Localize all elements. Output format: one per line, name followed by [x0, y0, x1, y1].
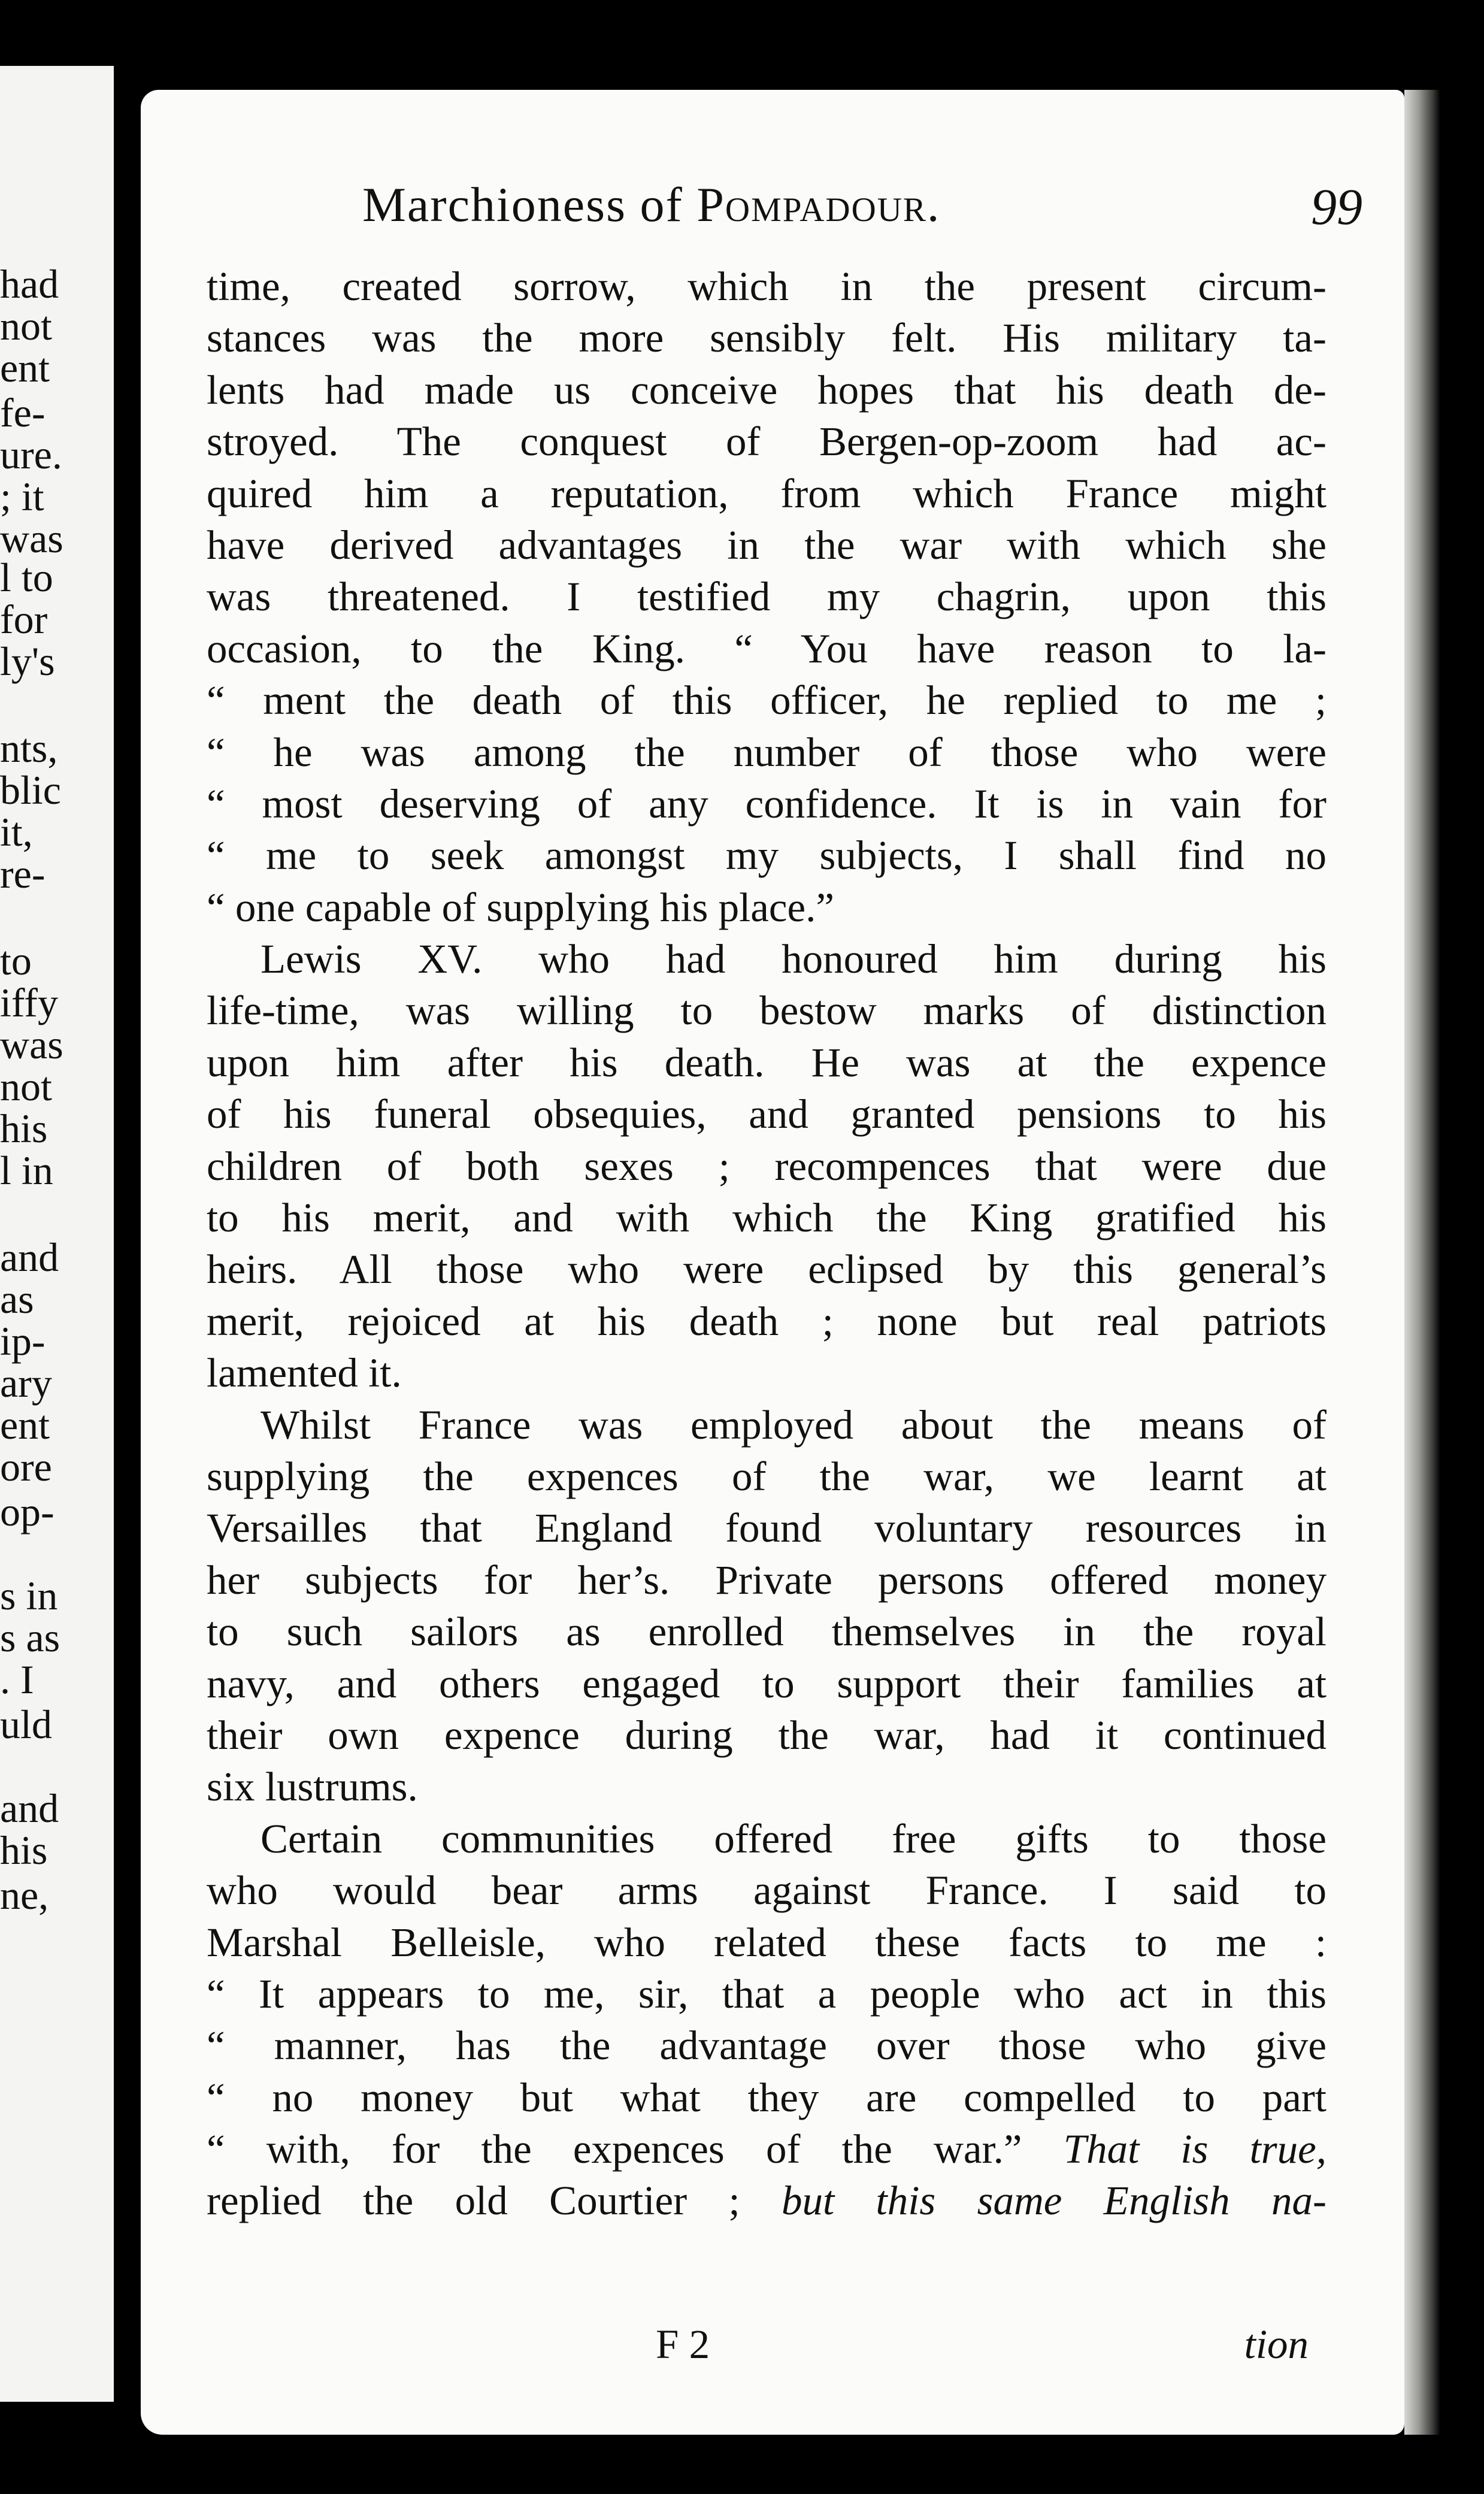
signature-mark: F 2 — [656, 2322, 710, 2367]
book-page — [141, 90, 1404, 2435]
running-head-title: Marchioness of — [362, 177, 697, 232]
facing-page-line: ent — [0, 1402, 50, 1448]
facing-page-line: ent — [0, 345, 50, 391]
facing-page-line: his — [0, 1827, 48, 1873]
facing-page-line: ip- — [0, 1318, 46, 1364]
facing-page-line: for — [0, 597, 48, 642]
text-line: Lewis XV. who had honoured him during his — [261, 936, 1326, 982]
text-line: “ manner, has the advantage over those who give — [207, 2023, 1326, 2069]
text-line — [207, 2175, 1326, 2226]
text-line: Certain communities offered free gifts to those — [261, 1815, 1326, 1862]
text-line: “ no money but what they are compelled to part — [207, 2074, 1326, 2120]
page-footer — [141, 2321, 1404, 2375]
text-line: their own expence during the war, had it continued — [207, 1712, 1326, 1758]
italic-segment: but this same English na- — [782, 2178, 1326, 2224]
text-line: “ most deserving of any confidence. It is in vain for — [207, 780, 1326, 827]
facing-page-line: was — [0, 516, 63, 561]
text-line: upon him after his death. He was at the expence — [207, 1039, 1326, 1085]
facing-page-line: l to — [0, 555, 53, 600]
facing-page-line: iffy — [0, 980, 58, 1025]
text-line: Whilst France was employed about the means of — [261, 1402, 1326, 1448]
facing-page-fragment — [0, 66, 114, 2402]
text-line: Marshal Belleisle, who related these facts to me : — [207, 1919, 1326, 1965]
facing-page-line: ure. — [0, 432, 62, 477]
text-line: time, created sorrow, which in the present circum- — [207, 264, 1326, 309]
facing-page-line: it, — [0, 809, 33, 855]
text-line: “ one capable of supplying his place.” — [207, 884, 835, 930]
facing-page-line: ; it — [0, 474, 44, 519]
facing-page-line: blic — [0, 767, 61, 813]
text-line: lents had made us conceive hopes that his death de- — [207, 367, 1326, 413]
text-line: navy, and others engaged to support their families at — [207, 1660, 1326, 1706]
running-head — [362, 177, 940, 233]
catchword: tion — [1244, 2322, 1309, 2367]
facing-page-line: fe- — [0, 390, 46, 435]
text-line: life-time, was willing to bestow marks of distinction — [207, 988, 1326, 1034]
text-line: quired him a reputation, from which France might — [207, 470, 1326, 516]
text-line: “ me to seek amongst my subjects, I shall find no — [207, 833, 1326, 879]
text-line: merit, rejoiced at his death ; none but real patriots — [207, 1298, 1326, 1344]
facing-page-line: was — [0, 1022, 63, 1067]
facing-page-line: not — [0, 303, 52, 349]
text-line: stances was the more sensibly felt. His military ta- — [207, 315, 1326, 361]
facing-page-line: to — [0, 938, 32, 983]
text-line: supplying the expences of the war, we learnt at — [207, 1453, 1326, 1499]
facing-page-line: his — [0, 1106, 48, 1151]
facing-page-line: s as — [0, 1615, 60, 1660]
facing-page-line: ore — [0, 1444, 52, 1490]
facing-page-line: re- — [0, 851, 46, 897]
facing-page-line: ary — [0, 1360, 52, 1406]
text-line — [207, 2123, 1326, 2175]
facing-page-line: and — [0, 1234, 59, 1280]
text-line: Versailles that England found voluntary resources in — [207, 1505, 1326, 1551]
facing-page-line: uld — [0, 1702, 52, 1747]
facing-page-line: s in — [0, 1573, 58, 1618]
facing-page-line: . I — [0, 1657, 34, 1702]
text-line: occasion, to the King. “ You have reason to la- — [207, 625, 1326, 671]
page-header — [141, 177, 1404, 243]
facing-page-line: not — [0, 1064, 52, 1109]
text-segment: replied the old Courtier ; — [207, 2178, 782, 2224]
body-text — [207, 261, 1326, 2227]
text-line: children of both sexes ; recompences that were due — [207, 1143, 1326, 1189]
text-line: have derived advantages in the war with which she — [207, 522, 1326, 568]
facing-page-line: l in — [0, 1148, 53, 1193]
page-edge-shadow — [1404, 90, 1440, 2435]
facing-page-line: ly's — [0, 638, 55, 684]
facing-page-line: and — [0, 1785, 59, 1831]
running-head-name: Pompadour. — [696, 177, 941, 232]
text-segment: “ with, for the expences of the war.” — [207, 2126, 1022, 2172]
text-line: heirs. All those who were eclipsed by this general’s — [207, 1246, 1326, 1293]
page-number: 99 — [1311, 178, 1362, 235]
text-line: who would bear arms against France. I said to — [207, 1868, 1326, 1914]
facing-page-line: ne, — [0, 1872, 49, 1918]
facing-page-line: as — [0, 1276, 34, 1322]
facing-page-line: had — [0, 261, 59, 307]
text-line: “ he was among the number of those who were — [207, 729, 1326, 775]
text-line: lamented it. — [207, 1350, 402, 1396]
facing-page-line: nts, — [0, 725, 58, 771]
text-line: stroyed. The conquest of Bergen-op-zoom had ac- — [207, 419, 1326, 465]
italic-segment: That is true, — [1063, 2126, 1327, 2172]
text-line: six lustrums. — [207, 1764, 418, 1810]
facing-page-line: op- — [0, 1489, 54, 1534]
text-line: “ It appears to me, sir, that a people who act in this — [207, 1971, 1326, 2017]
text-line: of his funeral obsequies, and granted pensions to his — [207, 1091, 1326, 1137]
text-line: to his merit, and with which the King gratified his — [207, 1195, 1326, 1241]
text-line: “ ment the death of this officer, he replied to me ; — [207, 677, 1326, 724]
text-line: was threatened. I testified my chagrin, upon this — [207, 574, 1326, 620]
text-line: her subjects for her’s. Private persons offered money — [207, 1557, 1326, 1603]
text-line: to such sailors as enrolled themselves in the royal — [207, 1609, 1326, 1655]
